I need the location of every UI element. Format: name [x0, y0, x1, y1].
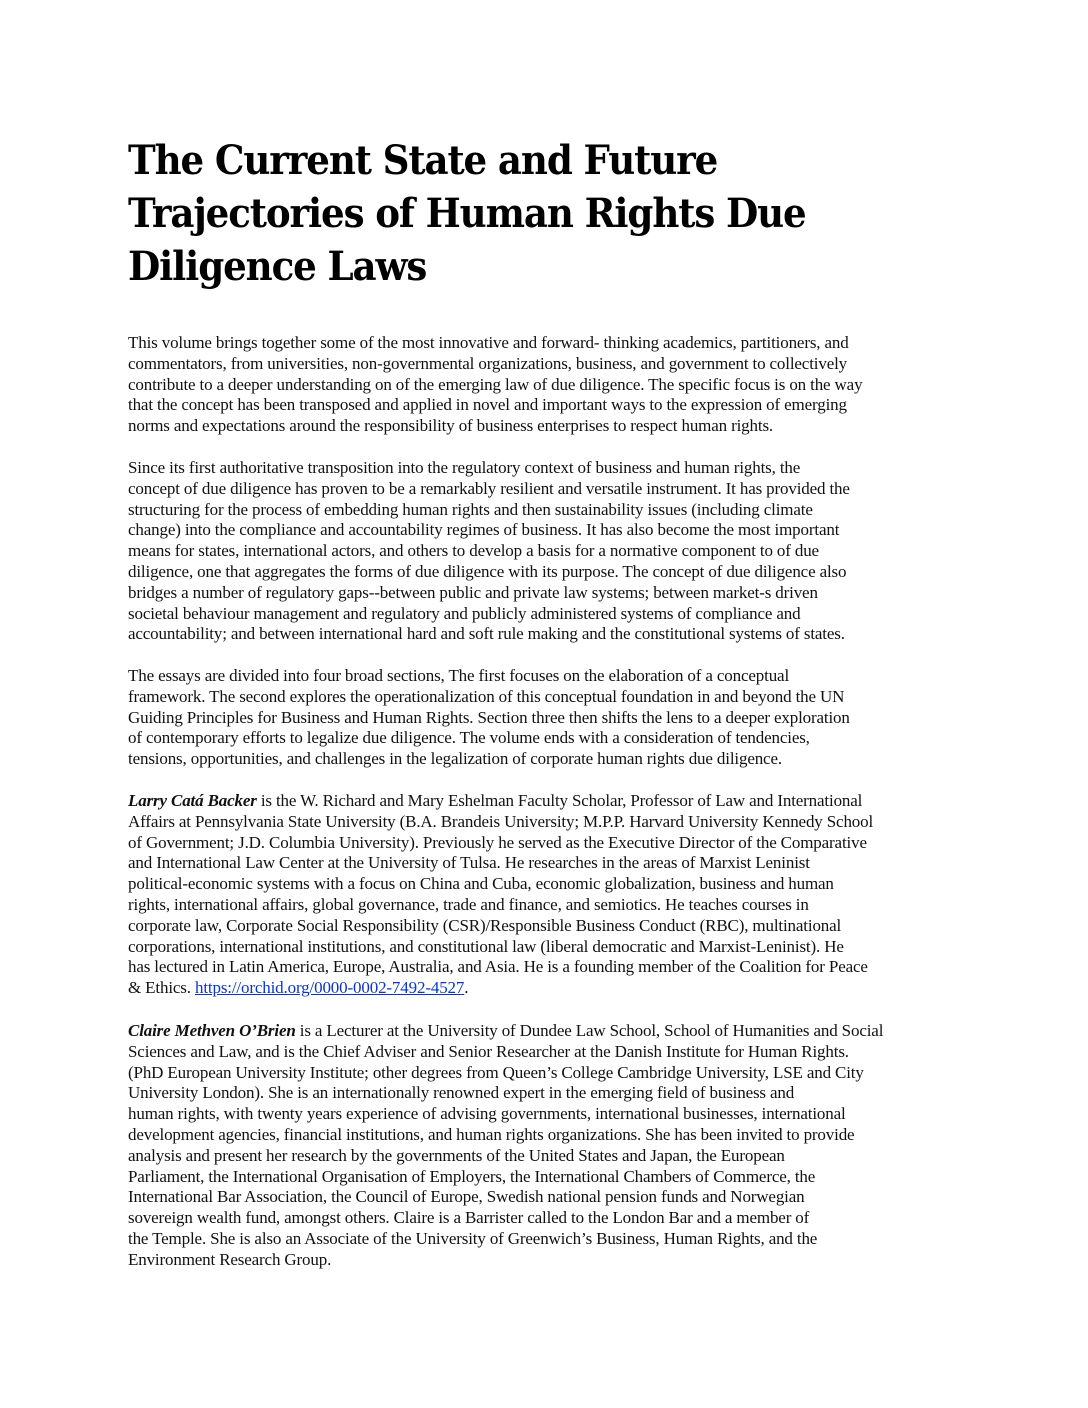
text-line: analysis and present her research by the governments of the United States and Japan, the European: [128, 1145, 785, 1165]
text-line: and International Law Center at the University of Tulsa. He researches in the areas of Marxist Leninist: [128, 853, 810, 873]
text-line: norms and expectations around the responsibility of business enterprises to respect human rights.: [128, 416, 774, 436]
text-line: This volume brings together some of the most innovative and forward- thinking academics, partitioners, and: [128, 333, 849, 352]
text-line: corporate law, Corporate Social Responsibility (CSR)/Responsible Business Conduct (RBC), multinational: [128, 915, 842, 935]
title-line: The Current State and Future: [128, 137, 718, 184]
text-line: human rights, with twenty years experience of advising governments, international businesses, international: [128, 1104, 846, 1124]
text-line: Sciences and Law, and is the Chief Adviser and Senior Researcher at the Danish Institute for Human Rights.: [128, 1041, 849, 1061]
text-line: concept of due diligence has proven to be a remarkably resilient and versatile instrument. It has provided the: [128, 478, 850, 498]
text-line: Parliament, the International Organisation of Employers, the International Chambers of Commerce, the: [128, 1166, 816, 1186]
text-line: commentators, from universities, non-governmental organizations, business, and government to collectively: [128, 353, 848, 373]
text-line: Guiding Principles for Business and Human Rights. Section three then shifts the lens to a deeper exploration: [128, 707, 850, 727]
text-line: University London). She is an internationally renowned expert in the emerging field of business and: [128, 1083, 795, 1103]
text-line: change) into the compliance and accountability regimes of business. It has also become the most important: [128, 520, 840, 540]
text-line: accountability; and between international hard and soft rule making and the constitutional systems of states.: [128, 624, 845, 644]
bio-text: is the W. Richard and Mary Eshelman Faculty Scholar, Professor of Law and International: [256, 791, 863, 810]
bio-obrien: [128, 1021, 968, 1271]
due-diligence-paragraph: [128, 458, 968, 645]
sections-paragraph: [128, 666, 968, 770]
bio-text: & Ethics.: [128, 978, 195, 998]
text-line: rights, international affairs, global governance, trade and finance, and semiotics. He teaches courses in: [128, 894, 809, 914]
text-line: political-economic systems with a focus on China and Cuba, economic globalization, business and human: [128, 874, 834, 894]
text-line: the Temple. She is also an Associate of the University of Greenwich’s Business, Human Rights, and the: [128, 1228, 818, 1248]
text-line: [128, 978, 468, 999]
author-name: Claire Methven O’Brien: [128, 1021, 296, 1040]
text-line: that the concept has been transposed and applied in novel and important ways to the expression of emerging: [128, 395, 847, 415]
text-line: diligence, one that aggregates the forms of due diligence with its purpose. The concept of due diligence also: [128, 561, 847, 581]
text-line: Environment Research Group.: [128, 1249, 332, 1269]
text-line: sovereign wealth fund, amongst others. Claire is a Barrister called to the London Bar and a member of: [128, 1208, 810, 1228]
text-line: contribute to a deeper understanding on of the emerging law of due diligence. The specific focus is on the way: [128, 374, 863, 394]
orcid-link[interactable]: https://orchid.org/0000-0002-7492-4527: [194, 978, 465, 998]
document-title: [128, 134, 948, 293]
text-line: Since its first authoritative transposition into the regulatory context of business and human rights, the: [128, 458, 801, 477]
text-line: of Government; J.D. Columbia University). Previously he served as the Executive Director of the Comparative: [128, 832, 867, 852]
text-line: societal behaviour management and regulatory and publicly administered systems of compliance and: [128, 603, 801, 623]
text-line: International Bar Association, the Council of Europe, Swedish national pension funds and Norwegian: [128, 1187, 805, 1207]
author-name: Larry Catá Backer: [128, 791, 257, 810]
intro-paragraph: [128, 333, 968, 437]
text-line: [128, 1021, 883, 1042]
text-line: The essays are divided into four broad sections, The first focuses on the elaboration of a conceptual: [128, 666, 790, 685]
text-line: [128, 791, 862, 812]
text-line: structuring for the process of embedding human rights and then sustainability issues (including climate: [128, 499, 813, 519]
text-line: development agencies, financial institutions, and human rights organizations. She has been invited to provide: [128, 1124, 855, 1144]
text-line: of contemporary efforts to legalize due diligence. The volume ends with a consideration of tendencies,: [128, 728, 810, 748]
text-line: (PhD European University Institute; other degrees from Queen’s College Cambridge University, LSE and City: [128, 1062, 864, 1082]
text-line: framework. The second explores the operationalization of this conceptual foundation in and beyond the UN: [128, 686, 845, 706]
bio-text: .: [464, 978, 469, 998]
title-line: Diligence Laws: [128, 243, 427, 290]
text-line: tensions, opportunities, and challenges in the legalization of corporate human rights due diligence.: [128, 749, 782, 769]
text-line: Affairs at Pennsylvania State University (B.A. Brandeis University; M.P.P. Harvard University Kennedy School: [128, 811, 874, 831]
title-line: Trajectories of Human Rights Due: [128, 190, 806, 237]
text-line: means for states, international actors, and others to develop a basis for a normative component to of due: [128, 541, 819, 561]
bio-backer: [128, 791, 968, 999]
text-line: has lectured in Latin America, Europe, Australia, and Asia. He is a founding member of the Coalition for Peace: [128, 957, 868, 977]
text-line: bridges a number of regulatory gaps--between public and private law systems; between market-s driven: [128, 582, 818, 602]
bio-text: is a Lecturer at the University of Dundee Law School, School of Humanities and Social: [295, 1021, 884, 1040]
text-line: corporations, international institutions, and constitutional law (liberal democratic and Marxist-Leninist). He: [128, 936, 844, 956]
